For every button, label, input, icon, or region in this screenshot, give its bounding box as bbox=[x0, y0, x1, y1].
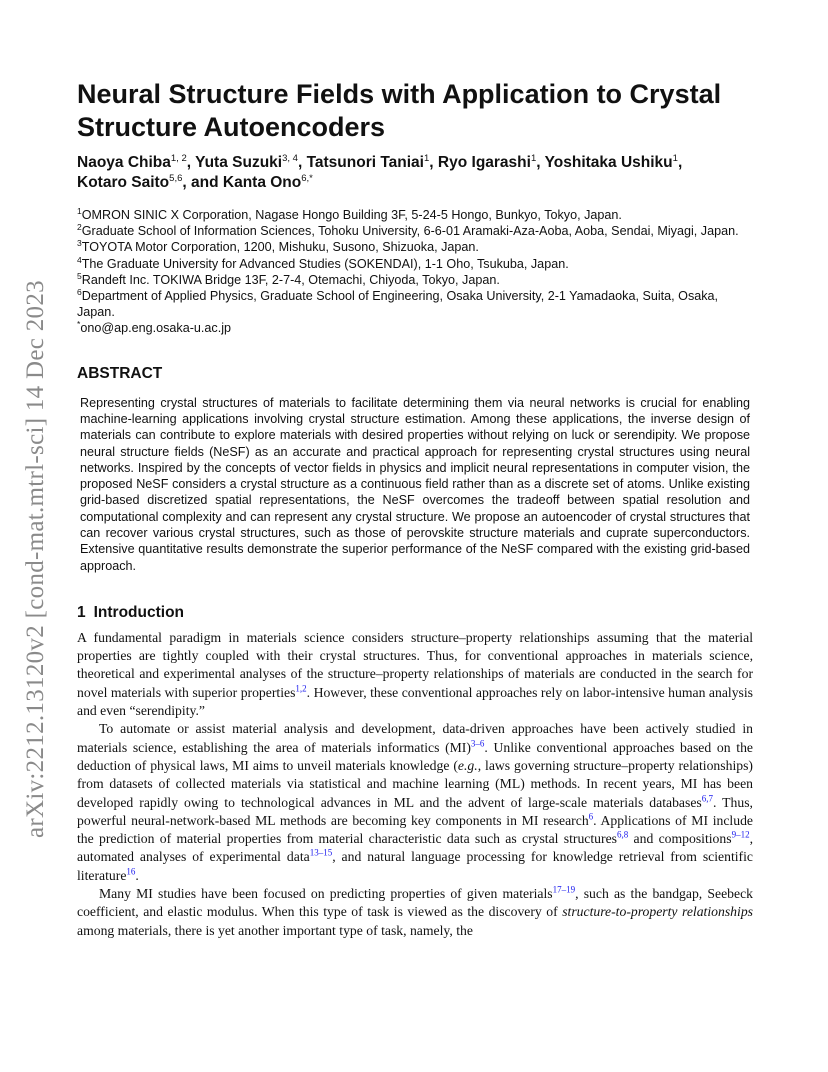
author-name: Ryo Igarashi bbox=[437, 154, 531, 171]
paragraph-text: , such as the bandgap, Seebeck coefficient, and elastic modulus. When this type of task is viewed as the discovery of bbox=[77, 886, 753, 920]
citation-link[interactable]: 6,8 bbox=[616, 829, 629, 840]
author-name: Naoya Chiba bbox=[77, 154, 171, 171]
body-paragraph bbox=[77, 885, 753, 940]
affiliation-text: Randeft Inc. TOKIWA Bridge 13F, 2-7-4, Otemachi, Chiyoda, Tokyo, Japan. bbox=[81, 272, 500, 287]
affiliation-text: The Graduate University for Advanced Studies (SOKENDAI), 1-1 Oho, Tsukuba, Japan. bbox=[81, 256, 569, 271]
affiliation-mark: 1 bbox=[77, 205, 82, 216]
paragraph-text: To automate or assist material analysis and development, data-driven approaches have been actively studied in materials science, establishing the area of materials informatics (MI) bbox=[77, 721, 753, 755]
section-title: Introduction bbox=[93, 603, 185, 621]
author-name: Kotaro Saito bbox=[77, 174, 170, 191]
affiliation-list bbox=[77, 207, 753, 337]
emphasis-text: structure-to-property relationships bbox=[562, 904, 753, 920]
author-affil-mark: 1 bbox=[424, 152, 430, 164]
affiliation-text: Graduate School of Information Sciences, Tohoku University, 6-6-01 Aramaki-Aza-Aoba, Aoba, Sendai, Miyagi, Japan. bbox=[81, 224, 739, 239]
affiliation-mark: 4 bbox=[77, 254, 82, 265]
affiliation-mark: 2 bbox=[77, 222, 82, 233]
affiliation-text: Department of Applied Physics, Graduate School of Engineering, Osaka University, 2-1 Yamadaoka, Suita, Osaka, Japan. bbox=[77, 289, 719, 320]
author-name: Kanta Ono bbox=[222, 174, 302, 191]
author-affil-mark: 6,* bbox=[301, 172, 313, 184]
affiliation bbox=[77, 272, 753, 288]
author-list: Naoya Chiba$^{1, 2}$, Yuta Suzuki$^{3, 4}$, Tatsunori Taniai$^1$, Ryo Igarashi$^1$, Yoshitaka Ushiku$^1$, Kotaro Saito$^{5,6}$, and Kanta Ono$^{6,*}$ bbox=[77, 152, 683, 191]
paragraph-text: . Thus, powerful neural-network-based ML methods are becoming key components in MI research bbox=[77, 794, 753, 828]
paragraph-text: . bbox=[135, 867, 139, 883]
paragraph-text: , and natural language processing for knowledge retrieval from scientific literature bbox=[77, 849, 753, 883]
abstract-heading: ABSTRACT bbox=[77, 364, 163, 382]
paragraph-text: , automated analyses of experimental data bbox=[77, 831, 753, 865]
affiliation bbox=[77, 207, 753, 223]
body-paragraph bbox=[77, 629, 753, 720]
citation-link[interactable]: 6 bbox=[588, 811, 594, 822]
affiliation bbox=[77, 223, 753, 239]
author-affil-mark: 1 bbox=[530, 152, 537, 164]
affiliation-text: OMRON SINIC X Corporation, Nagase Hongo Building 3F, 5-24-5 Hongo, Bunkyo, Tokyo, Japan. bbox=[81, 208, 622, 222]
author-name: Yuta Suzuki bbox=[195, 154, 283, 171]
citation-link[interactable]: 1,2 bbox=[295, 683, 307, 694]
paragraph-text: Many MI studies have been focused on predicting properties of given materials bbox=[99, 886, 553, 902]
affiliation bbox=[77, 256, 753, 272]
paper-page bbox=[77, 78, 753, 940]
abstract-text: Representing crystal structures of materials to facilitate determining them via neural networks is crucial for enabling machine-learning applications involving crystal structure estimation. Among these applications, the inverse design of materials can contribute to explore materials with desired properties without relying on luck or serendipity. We propose neural structure fields (NeSF) as an accurate and practical approach for representing crystal structures using neural networks. Inspired by the concepts of vector fields in physics and implicit neural representations in computer vision, the proposed NeSF considers a crystal structure as a continuous field rather than as a discrete set of atoms. Unlike existing grid-based discretized spatial representations, the NeSF overcomes the tradeoff between spatial resolution and computational complexity and can represent any crystal structure. We propose an autoencoder of crystal structures that can recover various crystal structures, such as those of perovskite structure materials and cuprate superconductors. Extensive quantitative results demonstrate the superior performance of the NeSF compared with the existing grid-based approach. bbox=[80, 395, 750, 573]
citation-link[interactable]: 17–19 bbox=[552, 884, 576, 895]
affiliation bbox=[77, 239, 753, 255]
paragraph-text: . Applications of MI include the prediction of material properties from material characteristic data such as crystal structures bbox=[77, 812, 753, 847]
email-text: ono@ap.eng.osaka-u.ac.jp bbox=[80, 321, 232, 336]
citation-link[interactable]: 13–15 bbox=[309, 847, 333, 858]
section-number: 1 bbox=[77, 603, 86, 621]
affiliation-mark: 5 bbox=[77, 270, 82, 281]
author-name: Tatsunori Taniai bbox=[306, 154, 424, 171]
author-affil-mark: 3, 4 bbox=[282, 152, 298, 164]
emphasis-text: e.g. bbox=[457, 757, 478, 773]
author-name: Yoshitaka Ushiku bbox=[544, 154, 673, 171]
paper-title: Neural Structure Fields with Application to Crystal Structure Autoencoders bbox=[77, 79, 722, 142]
paragraph-text: and compositions bbox=[628, 831, 732, 847]
paragraph-text: . However, these conventional approaches rely on labor-intensive human analysis and even “serendipity.” bbox=[77, 684, 753, 719]
paragraph-text: among materials, there is yet another important type of task, namely, the bbox=[77, 922, 473, 938]
citation-link[interactable]: 9–12 bbox=[731, 829, 750, 840]
author-affil-mark: 1, 2 bbox=[170, 152, 187, 164]
corresponding-email bbox=[77, 320, 753, 336]
affiliation-mark: 3 bbox=[77, 238, 82, 249]
affiliation-text: TOYOTA Motor Corporation, 1200, Mishuku, Susono, Shizuoka, Japan. bbox=[81, 240, 479, 255]
citation-link[interactable]: 3–6 bbox=[470, 738, 485, 749]
citation-link[interactable]: 6,7 bbox=[701, 793, 713, 803]
paragraph-text: A fundamental paradigm in materials science considers structure–property relationships assuming that the material properties are tightly coupled with their crystal structures. Thus, for conventional approaches in materials science, theoretical and experimental analyses of the structure–property relationships of materials are conducted in the search for novel materials with superior properties bbox=[77, 629, 753, 700]
affiliation bbox=[77, 288, 753, 320]
author-affil-mark: 1 bbox=[672, 152, 678, 164]
arxiv-identifier: arXiv:2212.13120v2 [cond-mat.mtrl-sci] 14 Dec 2023 bbox=[22, 280, 49, 838]
section-heading bbox=[77, 604, 753, 622]
author-conjunction: and bbox=[191, 174, 219, 191]
citation-link[interactable]: 16 bbox=[126, 866, 136, 877]
paragraph-text: , laws governing structure–property relationships) from datasets of collected materials via statistical and machine learning (ML) methods. In recent years, MI has been developed rapidly owing to technological advances in ML and the advent of large-scale materials databases bbox=[77, 757, 753, 810]
affiliation-mark: 6 bbox=[77, 286, 82, 297]
body-paragraph bbox=[77, 720, 753, 885]
affiliation-mark: * bbox=[77, 319, 81, 330]
author-affil-mark: 5,6 bbox=[169, 172, 183, 184]
paragraph-text: . Unlike conventional approaches based on the deduction of physical laws, MI aims to unveil materials knowledge ( bbox=[77, 739, 753, 773]
